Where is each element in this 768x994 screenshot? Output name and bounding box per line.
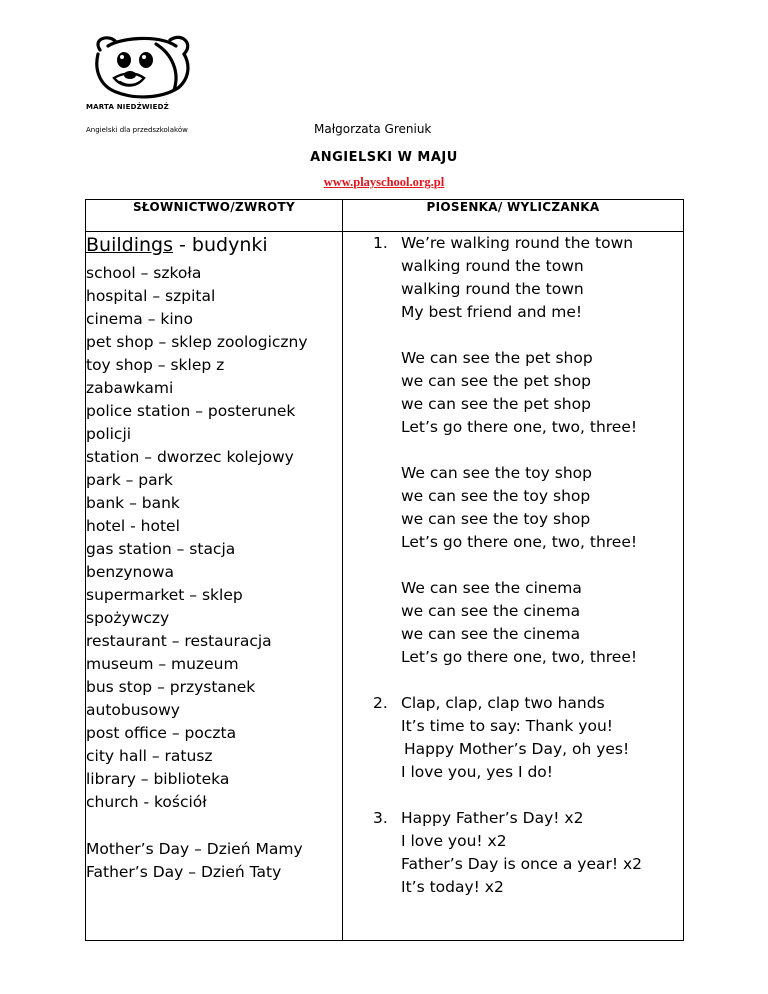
vocab-line: museum – muzeum	[86, 655, 239, 673]
table-header-row	[86, 200, 684, 232]
song-stanza	[343, 347, 683, 439]
website-link[interactable]: www.playschool.org.pl	[323, 175, 445, 189]
song-line: Clap, clap, clap two hands	[401, 694, 605, 712]
vocab-line: cinema – kino	[86, 310, 193, 328]
vocab-line: post office – poczta	[86, 724, 237, 742]
vocabulary-cell	[86, 232, 343, 941]
section-heading-word: Buildings	[86, 234, 173, 256]
song-line: I love you, yes I do!	[401, 763, 554, 781]
song-line: Father’s Day is once a year! x2	[401, 855, 643, 873]
vocab-line: pet shop – sklep zoologiczny	[86, 333, 308, 351]
vocab-line: spożywczy	[86, 609, 170, 627]
brand-name: MARTA NIEDŹWIEDŹ	[86, 103, 169, 111]
song-line: we can see the cinema	[401, 602, 581, 620]
song-line: Happy Mother’s Day, oh yes!	[404, 740, 630, 758]
vocab-line: toy shop – sklep z	[86, 356, 225, 374]
column-header-vocabulary: SŁOWNICTWO/ZWROTY	[86, 200, 343, 232]
section-heading	[86, 232, 342, 258]
vocab-line: city hall – ratusz	[86, 747, 213, 765]
song-stanza	[343, 692, 683, 784]
song-line: we can see the toy shop	[401, 487, 591, 505]
song-line: We can see the toy shop	[401, 464, 592, 482]
song-line: we can see the toy shop	[401, 510, 591, 528]
document-title: ANGIELSKI W MAJU	[310, 150, 458, 165]
vocab-line: school – szkoła	[86, 264, 202, 282]
vocab-line: bus stop – przystanek	[86, 678, 256, 696]
song-line: walking round the town	[401, 257, 584, 275]
vocab-line: church - kościół	[86, 793, 207, 811]
song-line: We can see the pet shop	[401, 349, 593, 367]
teddy-bear-logo-icon	[86, 30, 198, 100]
song-line: Happy Father’s Day! x2	[401, 809, 584, 827]
song-line: walking round the town	[401, 280, 584, 298]
song-stanza	[343, 577, 683, 669]
brand-subtitle: Angielski dla przedszkolaków	[86, 126, 188, 134]
song-line: My best friend and me!	[401, 303, 583, 321]
stanza-number: 3.	[373, 809, 388, 827]
song-line: we can see the cinema	[401, 625, 581, 643]
song-line: It’s time to say: Thank you!	[401, 717, 613, 735]
vocab-line: police station – posterunek	[86, 402, 296, 420]
table-body-row	[86, 232, 684, 941]
vocab-line: park – park	[86, 471, 173, 489]
song-cell	[343, 232, 684, 941]
vocab-line: restaurant – restauracja	[86, 632, 272, 650]
song-line: Let’s go there one, two, three!	[401, 533, 638, 551]
song-line: Let’s go there one, two, three!	[401, 648, 638, 666]
vocab-line: Mother’s Day – Dzień Mamy	[86, 840, 303, 858]
song-line: We’re walking round the town	[401, 234, 634, 252]
vocab-line: bank – bank	[86, 494, 180, 512]
vocab-line: hospital – szpital	[86, 287, 216, 305]
vocab-line: library – biblioteka	[86, 770, 230, 788]
vocab-line: Father’s Day – Dzień Taty	[86, 863, 282, 881]
section-heading-translation: - budynki	[172, 234, 268, 256]
song-line: Let’s go there one, two, three!	[401, 418, 638, 436]
song-line: It’s today! x2	[401, 878, 504, 896]
song-line: we can see the pet shop	[401, 372, 591, 390]
vocab-line: benzynowa	[86, 563, 174, 581]
content-table	[85, 199, 684, 941]
song-line: we can see the pet shop	[401, 395, 591, 413]
song-stanza	[343, 462, 683, 554]
vocab-line: autobusowy	[86, 701, 180, 719]
song-line: We can see the cinema	[401, 579, 582, 597]
stanza-number: 1.	[373, 234, 388, 252]
vocab-line: hotel - hotel	[86, 517, 180, 535]
vocab-line: station – dworzec kolejowy	[86, 448, 294, 466]
author-name: Małgorzata Greniuk	[314, 122, 432, 136]
stanza-number: 2.	[373, 694, 388, 712]
vocab-line: gas station – stacja	[86, 540, 236, 558]
song-line: I love you! x2	[401, 832, 507, 850]
vocab-line: supermarket – sklep	[86, 586, 243, 604]
vocab-line: zabawkami	[86, 379, 174, 397]
song-stanza	[343, 807, 683, 899]
vocab-line: policji	[86, 425, 132, 443]
column-header-song: PIOSENKA/ WYLICZANKA	[343, 200, 684, 232]
song-stanza	[343, 232, 683, 324]
